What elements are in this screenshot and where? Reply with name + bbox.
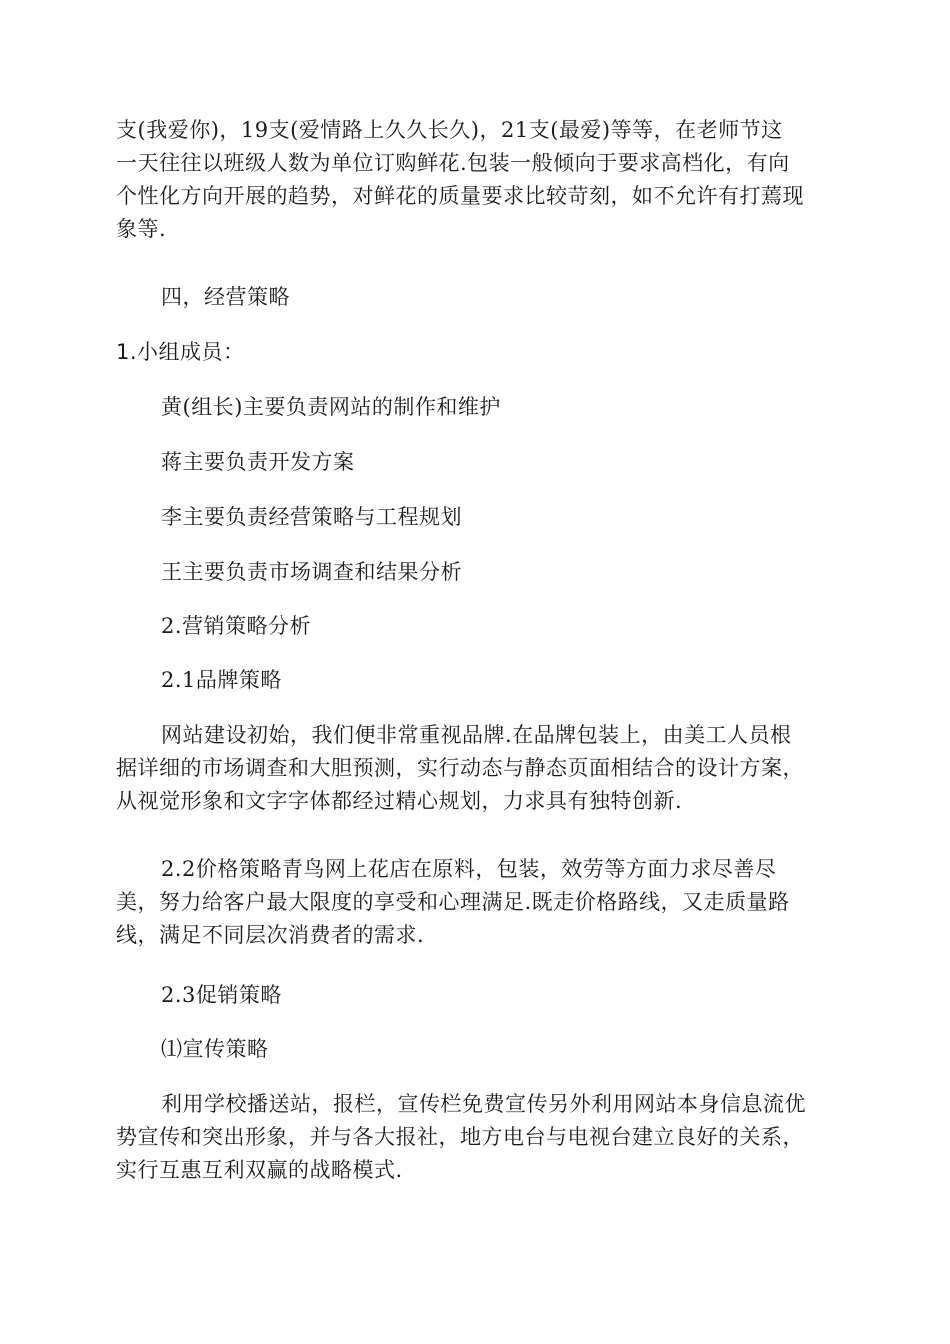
text-line: 据详细的市场调查和大胆预测，实行动态与静态页面相结合的设计方案，: [116, 756, 804, 780]
text-line: 2.2价格策略青鸟网上花店在原料，包装，效劳等方面力求尽善尽: [161, 857, 777, 881]
text-line: 线，满足不同层次消费者的需求.: [116, 923, 425, 947]
paragraph-price: [116, 853, 836, 952]
section-heading-strategy: 四，经营策略: [161, 285, 290, 309]
member-item: 李主要负责经营策略与工程规划: [161, 505, 462, 529]
publicity-heading: ⑴宣传策略: [161, 1037, 269, 1061]
text-line: 利用学校播送站，报栏，宣传栏免费宣传另外利用网站本身信息流优: [161, 1092, 806, 1116]
member-item: 蒋主要负责开发方案: [161, 450, 355, 474]
members-heading: 1.小组成员：: [116, 340, 245, 364]
marketing-heading: 2.营销策略分析: [161, 614, 312, 638]
text-line: 象等.: [116, 217, 167, 241]
paragraph-publicity: [116, 1088, 836, 1187]
text-line: 从视觉形象和文字字体都经过精心规划，力求具有独特创新.: [116, 789, 683, 813]
promo-heading: 2.3促销策略: [161, 983, 282, 1007]
text-line: 实行互惠互利双赢的战略模式.: [116, 1158, 403, 1182]
paragraph-brand: [116, 719, 836, 818]
text-line: 个性化方向开展的趋势，对鲜花的质量要求比较苛刻，如不允许有打蔫现: [116, 184, 804, 208]
paragraph-flower-demand: [116, 114, 836, 246]
member-item: 黄(组长)主要负责网站的制作和维护: [161, 395, 501, 419]
text-line: 美，努力给客户最大限度的享受和心理满足.既走价格路线，又走质量路: [116, 890, 790, 914]
text-line: 支(我爱你)，19支(爱情路上久久长久)，21支(最爱)等等，在老师节这: [116, 118, 783, 142]
brand-heading: 2.1品牌策略: [161, 668, 282, 692]
text-line: 一天往往以班级人数为单位订购鲜花.包装一般倾向于要求高档化，有向: [116, 151, 790, 175]
text-line: 网站建设初始，我们便非常重视品牌.在品牌包装上，由美工人员根: [161, 723, 792, 747]
member-item: 王主要负责市场调查和结果分析: [161, 560, 462, 584]
text-line: 势宣传和突出形象，并与各大报社，地方电台与电视台建立良好的关系，: [116, 1125, 804, 1149]
